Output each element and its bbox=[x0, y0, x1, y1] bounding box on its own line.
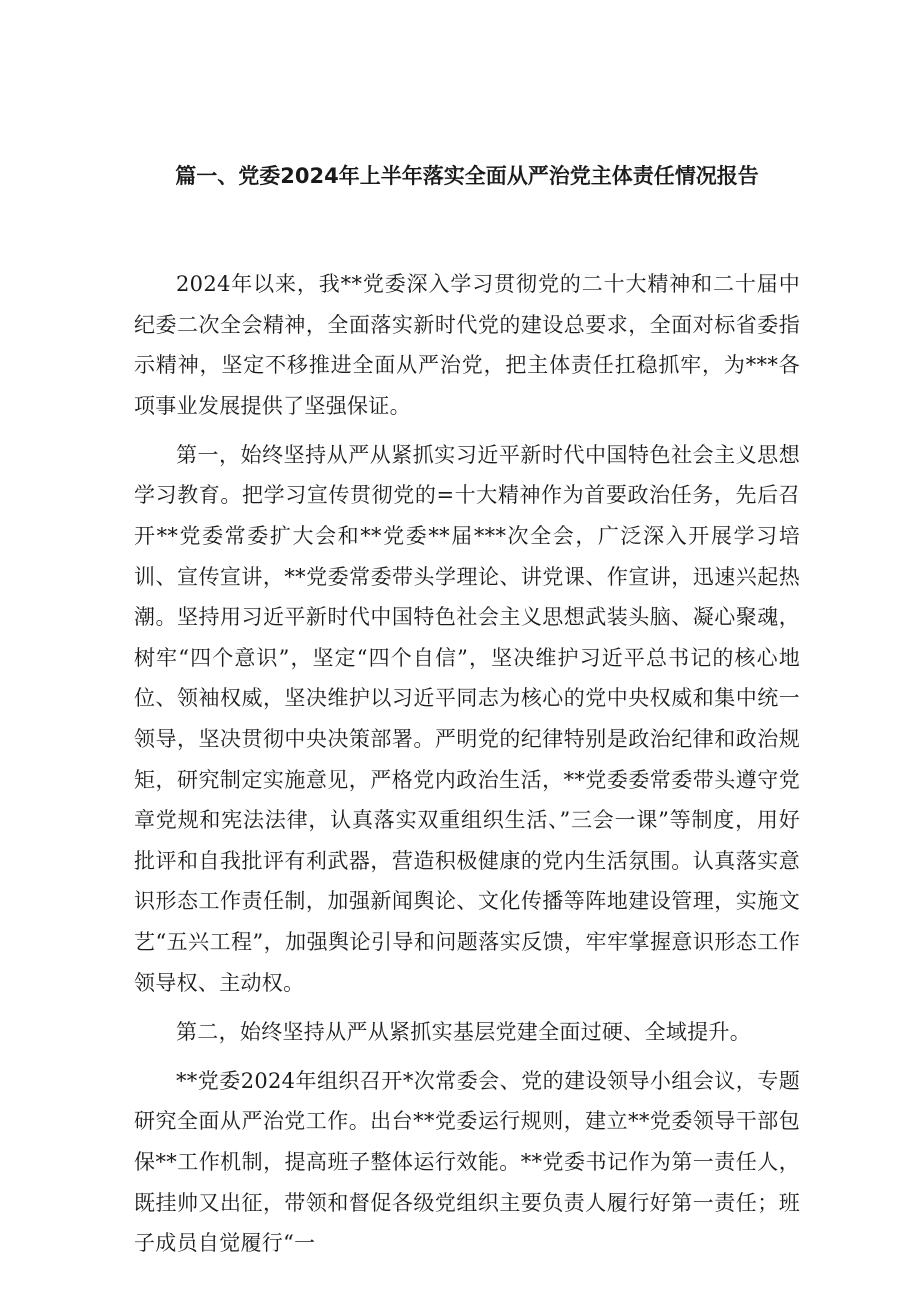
paragraph-first: 第一，始终坚持从严从紧抓实习近平新时代中国特色社会主义思想学习教育。把学习宣传贯彻党的=十大精神作为首要政治任务，先后召开**党委常委扩大会和**党委**届***次全会，广泛深入开展学习培训、宣传宣讲，**党委常委带头学理论、讲党课、作宣讲，迅速兴起热潮。坚持用习近平新时代中国特色社会主义思想武装头脑、凝心聚魂，树牢“四个意识”，坚定“四个自信”，坚决维护习近平总书记的核心地位、领袖权威，坚决维护以习近平同志为核心的党中央权威和集中统一领导，坚决贯彻中央决策部署。严明党的纪律特别是政治纪律和政治规矩，研究制定实施意见，严格党内政治生活，**党委委常委带头遵守党章党规和宪法法律，认真落实双重组织生活、”三会一课”等制度，用好批评和自我批评有利武器，营造积极健康的党内生活氛围。认真落实意识形态工作责任制，加强新闻舆论、文化传播等阵地建设管理，实施文艺“五兴工程”，加强舆论引导和问题落实反馈，牢牢掌握意识形态工作领导权、主动权。 bbox=[134, 442, 800, 995]
paragraph-second-heading: 第二，始终坚持从严从紧抓实基层党建全面过硬、全域提升。 bbox=[176, 1019, 752, 1044]
document-title: 篇一、党委2024年上半年落实全面从严治党主体责任情况报告 bbox=[175, 164, 759, 188]
paragraph-second-body: **党委2024年组织召开*次常委会、党的建设领导小组会议，专题研究全面从严治党工作。出台**党委运行规则，建立**党委领导干部包保**工作机制，提高班子整体运行效能。**党委书记作为第一责任人，既挂帅又出征，带领和督促各级党组织主要负责人履行好第一责任；班子成员自觉履行“一 bbox=[134, 1068, 800, 1256]
paragraph-intro: 2024年以来，我**党委深入学习贯彻党的二十大精神和二十届中纪委二次全会精神，全面落实新时代党的建设总要求，全面对标省委指示精神，坚定不移推进全面从严治党，把主体责任扛稳抓牢，为***各项事业发展提供了坚强保证。 bbox=[134, 272, 800, 418]
